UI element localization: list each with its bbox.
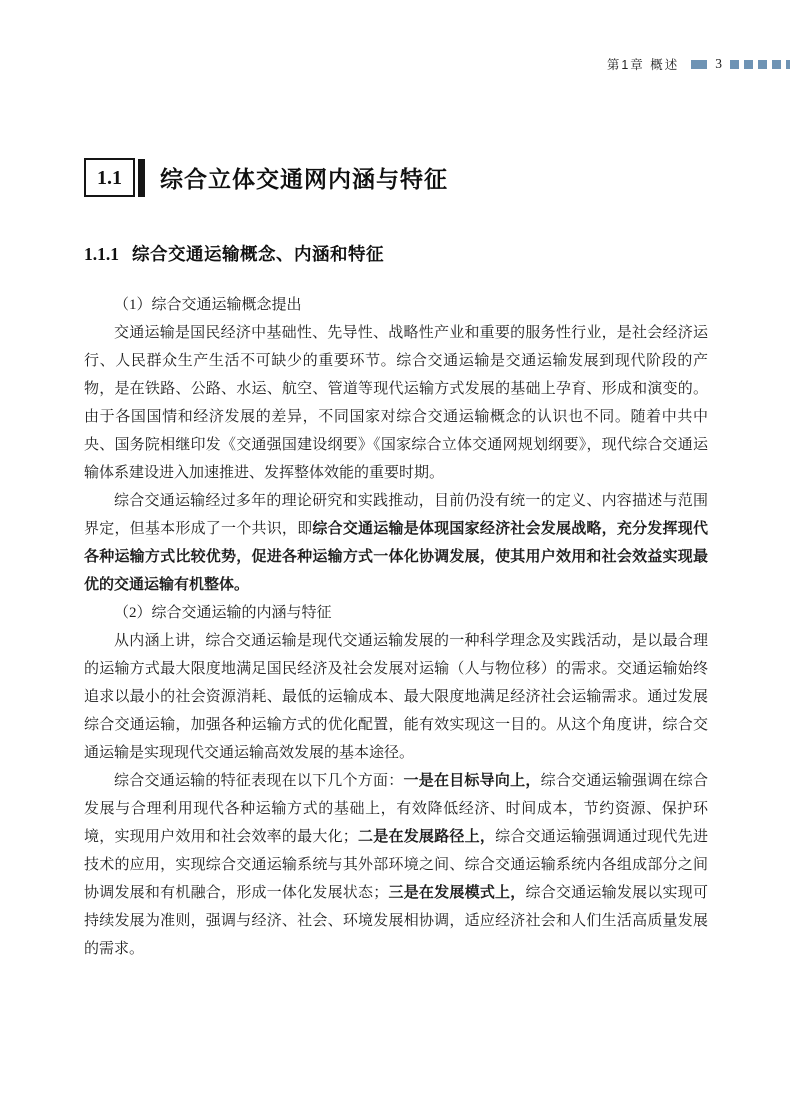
chapter-label: 第1章 概述 xyxy=(606,58,680,72)
subsection-title: 综合交通运输概念、内涵和特征 xyxy=(132,244,384,264)
paragraph-text: （2）综合交通运输的内涵与特征 xyxy=(114,605,332,621)
paragraph-text: 综合交通运输的特征表现在以下几个方面： xyxy=(114,773,404,789)
body-paragraph xyxy=(84,767,708,963)
paragraph-text: 交通运输是国民经济中基础性、先导性、战略性产业和重要的服务性行业，是社会经济运行、人民群众生产生活不可缺少的重要环节。综合交通运输是交通运输发展到现代阶段的产物，是在铁路、公路、水运、航空、管道等现代运输方式发展的基础上孕育、形成和演变的。由于各国国情和经济发展的差异，不同国家对综合交通运输概念的认识也不同。随着中共中央、国务院相继印发《交通强国建设纲要》《国家综合立体交通网规划纲要》，现代综合交通运输体系建设进入加速推进、发挥整体效能的重要时期。 xyxy=(84,325,708,481)
header-accent-dash xyxy=(691,60,707,69)
body-paragraph xyxy=(84,319,708,487)
running-header xyxy=(0,55,790,73)
header-accent-dashes xyxy=(730,60,790,69)
paragraph-text: 综合交通运输发展以实现可持续发展为准则，强调与经济、社会、环境发展相协调，适应经济社会和人们生活高质量发展的需求。 xyxy=(84,885,708,957)
body-text xyxy=(84,291,708,963)
paragraph-text: 从内涵上讲，综合交通运输是现代交通运输发展的一种科学理念及实践活动，是以最合理的运输方式最大限度地满足国民经济及社会发展对运输（人与物位移）的需求。交通运输始终追求以最小的社会资源消耗、最低的运输成本、最大限度地满足经济社会运输需求。通过发展综合交通运输，加强各种运输方式的优化配置，能有效实现这一目的。从这个角度讲，综合交通运输是实现现代交通运输高效发展的基本途径。 xyxy=(84,633,708,761)
body-paragraph xyxy=(84,487,708,599)
section-title: 综合立体交通网内涵与特征 xyxy=(160,166,448,192)
paragraph-text: 综合交通运输强调通过现代先进技术的应用，实现综合交通运输系统与其外部环境之间、综合交通运输系统内各组成部分之间协调发展和有机融合，形成一体化发展状态； xyxy=(84,829,708,901)
paragraph-text-bold: 综合交通运输是体现国家经济社会发展战略，充分发挥现代各种运输方式比较优势，促进各种运输方式一体化协调发展，使其用户效用和社会效益实现最优的交通运输有机整体。 xyxy=(84,521,708,593)
section-divider-bar xyxy=(138,159,145,197)
page-number: 3 xyxy=(715,56,722,71)
paragraph-text: 综合交通运输强调在综合发展与合理利用现代各种运输方式的基础上，有效降低经济、时间成本，节约资源、保护环境，实现用户效用和社会效率的最大化； xyxy=(84,773,708,845)
subsection-number: 1.1.1 xyxy=(84,244,119,264)
subsection-heading xyxy=(84,241,708,266)
paragraph-text: （1）综合交通运输概念提出 xyxy=(114,297,302,313)
paragraph-text: 综合交通运输经过多年的理论研究和实践推动，目前仍没有统一的定义、内容描述与范围界定，但基本形成了一个共识，即 xyxy=(84,493,708,537)
body-paragraph xyxy=(84,627,708,767)
section-number-box: 1.1 xyxy=(84,158,135,197)
section-heading xyxy=(84,158,708,197)
paragraph-text-bold: 三是在发展模式上， xyxy=(388,885,526,901)
list-heading-1 xyxy=(84,291,708,319)
list-heading-2 xyxy=(84,599,708,627)
paragraph-text-bold: 一是在目标导向上， xyxy=(403,773,541,789)
paragraph-text-bold: 二是在发展路径上， xyxy=(357,829,496,845)
